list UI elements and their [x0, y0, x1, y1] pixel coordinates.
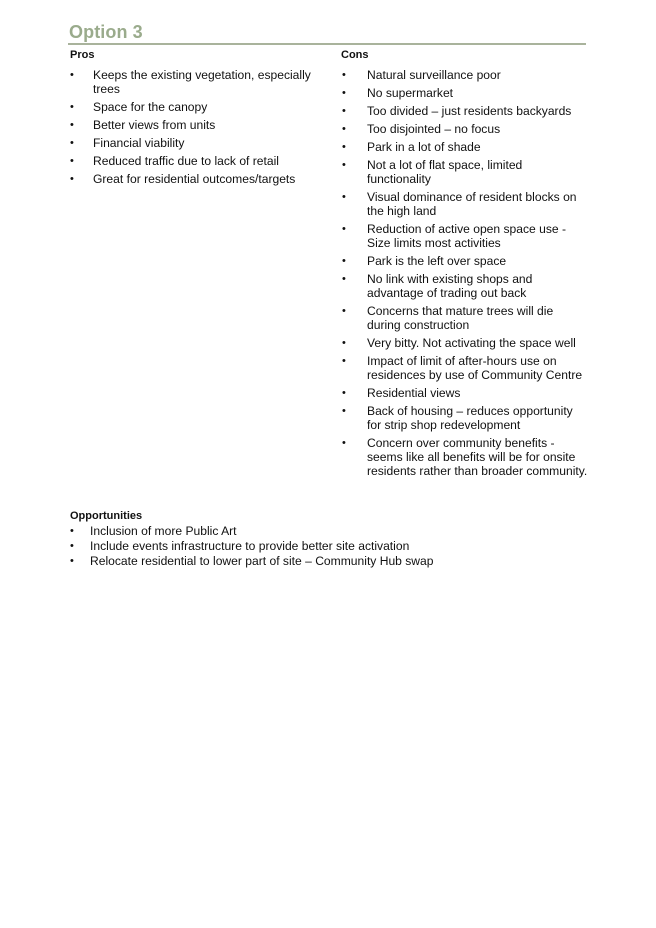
section-heading: Option 3	[69, 22, 143, 42]
list-item-text: Natural surveillance poor	[367, 68, 501, 82]
bullet-icon: •	[70, 155, 74, 167]
list-item-text: Include events infrastructure to provide better site activation	[90, 539, 410, 553]
list-item-text: Great for residential outcomes/targets	[93, 172, 296, 186]
list-item	[70, 524, 590, 539]
list-item-text: Space for the canopy	[93, 100, 208, 114]
list-item	[70, 154, 328, 168]
list-item	[70, 539, 590, 554]
list-item	[70, 554, 590, 569]
bullet-icon: •	[342, 69, 346, 81]
list-item	[70, 68, 328, 96]
bullet-icon: •	[342, 141, 346, 153]
pros-list	[70, 68, 328, 186]
list-item-text: No link with existing shops and advantage of trading out back	[367, 272, 533, 300]
bullet-icon: •	[342, 273, 346, 285]
list-item	[70, 118, 328, 132]
bullet-icon: •	[70, 525, 74, 537]
list-item-text: Reduction of active open space use - Size limits most activities	[367, 222, 566, 250]
list-item	[70, 100, 328, 114]
bullet-icon: •	[70, 137, 74, 149]
bullet-icon: •	[70, 173, 74, 185]
cons-column	[341, 48, 589, 482]
bullet-icon: •	[342, 159, 346, 171]
list-item	[341, 404, 589, 432]
bullet-icon: •	[342, 387, 346, 399]
opportunities-section	[70, 509, 590, 569]
opportunities-list	[70, 524, 590, 569]
list-item-text: Residential views	[367, 386, 461, 400]
list-item-text: Not a lot of flat space, limited functionality	[367, 158, 523, 186]
bullet-icon: •	[342, 305, 346, 317]
list-item	[341, 222, 589, 250]
list-item	[341, 304, 589, 332]
list-item	[341, 436, 589, 478]
list-item-text: No supermarket	[367, 86, 454, 100]
bullet-icon: •	[342, 437, 346, 449]
list-item	[341, 272, 589, 300]
bullet-icon: •	[70, 540, 74, 552]
pros-column	[70, 48, 328, 190]
heading-divider	[68, 43, 586, 45]
list-item-text: Better views from units	[93, 118, 216, 132]
bullet-icon: •	[70, 101, 74, 113]
bullet-icon: •	[70, 555, 74, 567]
list-item-text: Visual dominance of resident blocks on the high land	[367, 190, 577, 218]
list-item-text: Park is the left over space	[367, 254, 507, 268]
list-item-text: Concerns that mature trees will die during construction	[367, 304, 554, 332]
cons-title: Cons	[341, 49, 369, 61]
bullet-icon: •	[342, 337, 346, 349]
bullet-icon: •	[70, 119, 74, 131]
list-item-text: Reduced traffic due to lack of retail	[93, 154, 279, 168]
bullet-icon: •	[70, 69, 74, 81]
pros-title: Pros	[70, 49, 95, 61]
list-item	[341, 140, 589, 154]
list-item	[341, 254, 589, 268]
list-item-text: Very bitty. Not activating the space well	[367, 336, 576, 350]
list-item	[341, 104, 589, 118]
list-item-text: Relocate residential to lower part of site – Community Hub swap	[90, 554, 434, 568]
list-item-text: Keeps the existing vegetation, especially trees	[93, 68, 311, 96]
list-item-text: Too disjointed – no focus	[367, 122, 501, 136]
list-item	[341, 190, 589, 218]
cons-list	[341, 68, 589, 478]
list-item	[341, 68, 589, 82]
list-item	[341, 122, 589, 136]
list-item	[341, 336, 589, 350]
list-item	[341, 386, 589, 400]
bullet-icon: •	[342, 87, 346, 99]
list-item-text: Impact of limit of after-hours use on residences by use of Community Centre	[367, 354, 583, 382]
bullet-icon: •	[342, 123, 346, 135]
list-item-text: Concern over community benefits - seems like all benefits will be for onsite residents rather than broader community.	[367, 436, 588, 478]
bullet-icon: •	[342, 191, 346, 203]
list-item	[341, 158, 589, 186]
list-item-text: Too divided – just residents backyards	[367, 104, 572, 118]
list-item-text: Financial viability	[93, 136, 185, 150]
bullet-icon: •	[342, 223, 346, 235]
list-item	[341, 86, 589, 100]
bullet-icon: •	[342, 255, 346, 267]
opportunities-title: Opportunities	[70, 510, 143, 522]
list-item-text: Back of housing – reduces opportunity for strip shop redevelopment	[367, 404, 573, 432]
bullet-icon: •	[342, 355, 346, 367]
list-item-text: Inclusion of more Public Art	[90, 524, 237, 538]
list-item	[70, 136, 328, 150]
list-item	[341, 354, 589, 382]
list-item	[70, 172, 328, 186]
list-item-text: Park in a lot of shade	[367, 140, 481, 154]
bullet-icon: •	[342, 405, 346, 417]
bullet-icon: •	[342, 105, 346, 117]
